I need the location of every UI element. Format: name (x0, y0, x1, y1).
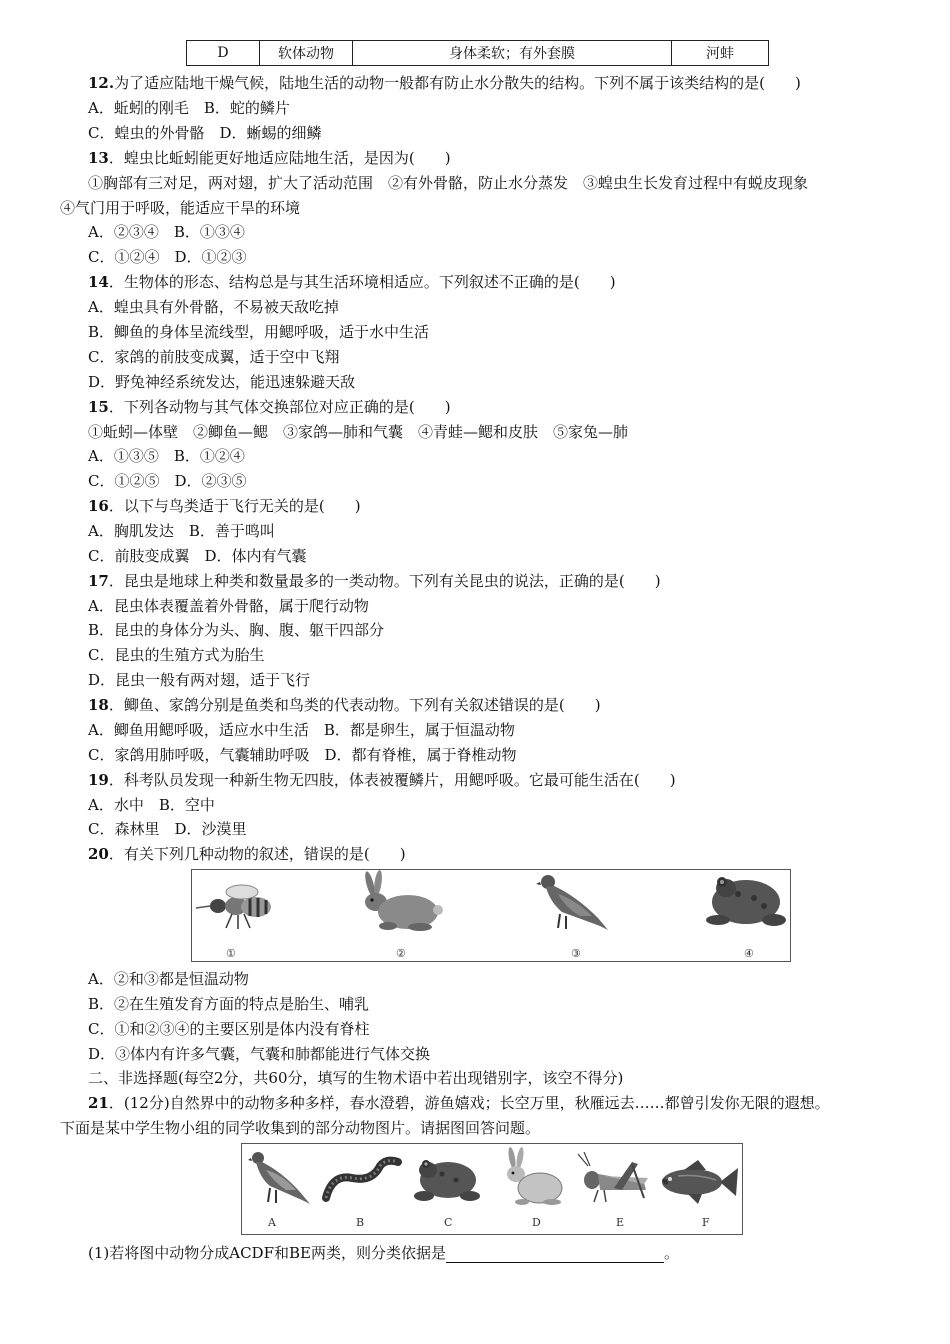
section-heading: 二、非选择题(每空2分，共60分，填写的生物术语中若出现错别字，该空不得分) (88, 1069, 624, 1087)
question-stem: 为了适应陆地干燥气候，陆地生活的动物一般都有防止水分散失的结构。下列不属于该类结构的是( ) (114, 74, 801, 92)
animal-figure-21 (241, 1143, 743, 1235)
table-cell-group: 软体动物 (260, 41, 353, 66)
pigeon-image (248, 1148, 314, 1210)
question-20 (88, 844, 406, 864)
options-row: A．蚯蚓的刚毛 B．蛇的鳞片 (88, 99, 290, 117)
option-c: C．昆虫的生殖方式为胎生 (88, 646, 265, 664)
sub-question-text: (1)若将图中动物分成ACDF和BE两类，则分类依据是 (88, 1244, 446, 1262)
rabbit-image (496, 1146, 568, 1210)
question-16 (88, 496, 361, 516)
options-row: C．①②④ D．①②③ (88, 248, 247, 266)
table-cell-letter: D (187, 41, 260, 66)
question-17 (88, 571, 661, 591)
options-row: C．森林里 D．沙漠里 (88, 820, 247, 838)
option-d: D．③体内有许多气囊，气囊和肺都能进行气体交换 (88, 1045, 431, 1063)
question-number: 21 (88, 1094, 109, 1112)
option-a: A．②和③都是恒温动物 (88, 970, 249, 988)
question-stem: ．以下与鸟类适于飞行无关的是( ) (108, 497, 361, 515)
option-b: B．昆虫的身体分为头、胸、腹、躯干四部分 (88, 621, 385, 639)
question-stem: ．下列各动物与其气体交换部位对应正确的是( ) (108, 398, 451, 416)
option-c: C．家鸽的前肢变成翼，适于空中飞翔 (88, 348, 340, 366)
question-stem: ．科考队员发现一种新生物无四肢，体表被覆鳞片，用鳃呼吸。它最可能生活在( ) (108, 771, 676, 789)
question-stem: ．有关下列几种动物的叙述，错误的是( ) (108, 845, 406, 863)
figure-label: A (268, 1216, 276, 1229)
table-cell-example: 河蚌 (672, 41, 769, 66)
bee-image (196, 876, 276, 936)
option-b: B．鲫鱼的身体呈流线型，用鳃呼吸，适于水中生活 (88, 323, 430, 341)
answer-blank[interactable] (446, 1247, 664, 1263)
options-row: C．前肢变成翼 D．体内有气囊 (88, 547, 307, 565)
question-number: 16 (88, 497, 109, 515)
options-row: C．①②⑤ D．②③⑤ (88, 472, 247, 490)
option-a: A．蝗虫具有外骨骼，不易被天敌吃掉 (88, 298, 339, 316)
grasshopper-image (574, 1152, 654, 1208)
options-row: A．①③⑤ B．①②④ (88, 447, 245, 465)
option-b: B．②在生殖发育方面的特点是胎生、哺乳 (88, 995, 370, 1013)
options-row: C．家鸽用肺呼吸，气囊辅助呼吸 D．都有脊椎，属于脊椎动物 (88, 746, 517, 764)
question-number: 17 (88, 572, 109, 590)
figure-label: E (616, 1216, 625, 1229)
figure-label: ② (396, 947, 406, 960)
question-number: 18 (88, 696, 109, 714)
figure-label: C (444, 1216, 453, 1229)
figure-label: B (356, 1216, 365, 1229)
sub-question-1 (88, 1243, 679, 1263)
options-row: A．水中 B．空中 (88, 796, 215, 814)
figure-label: ① (226, 947, 236, 960)
statement-line: ①胸部有三对足，两对翅，扩大了活动范围 ②有外骨骼，防止水分蒸发 ③蝗虫生长发育过程中有蜕皮现象 (88, 174, 809, 192)
option-d: D．野兔神经系统发达，能迅速躲避天敌 (88, 373, 356, 391)
question-number: 15 (88, 398, 109, 416)
question-number: 12. (88, 74, 115, 92)
question-14 (88, 272, 616, 292)
rabbit-image (358, 870, 448, 934)
earthworm-image (322, 1154, 402, 1206)
question-12 (88, 73, 801, 93)
question-18 (88, 695, 601, 715)
fish-image (658, 1156, 740, 1208)
question-13 (88, 148, 451, 168)
question-21 (88, 1093, 830, 1113)
question-stem: ．鲫鱼、家鸽分别是鱼类和鸟类的代表动物。下列有关叙述错误的是( ) (108, 696, 601, 714)
figure-label: F (702, 1216, 710, 1229)
statement-line: ①蚯蚓—体壁 ②鲫鱼—鳃 ③家鸽—肺和气囊 ④青蛙—鳃和皮肤 ⑤家兔—肺 (88, 423, 629, 441)
frog-image (702, 872, 788, 932)
pigeon-image (536, 872, 616, 934)
question-19 (88, 770, 676, 790)
option-a: A．昆虫体表覆盖着外骨骼，属于爬行动物 (88, 597, 369, 615)
options-row: A．鲫鱼用鳃呼吸，适应水中生活 B．都是卵生，属于恒温动物 (88, 721, 515, 739)
options-row: A．②③④ B．①③④ (88, 223, 245, 241)
option-d: D．昆虫一般有两对翅，适于飞行 (88, 671, 311, 689)
question-stem: ．(12分)自然界中的动物多种多样，春水澄碧，游鱼嬉戏；长空万里，秋雁远去……都曾引发你无限的遐想。 (108, 1094, 830, 1112)
table-cell-feature: 身体柔软；有外套膜 (353, 41, 672, 66)
figure-label: ③ (571, 947, 581, 960)
question-number: 19 (88, 771, 109, 789)
sub-question-end: 。 (663, 1244, 679, 1262)
frog-image (410, 1152, 482, 1208)
table-row (187, 41, 769, 66)
question-number: 13 (88, 149, 109, 167)
options-row: A．胸肌发达 B．善于鸣叫 (88, 522, 275, 540)
animal-figure-20 (191, 869, 791, 962)
question-stem: ．蝗虫比蚯蚓能更好地适应陆地生活，是因为( ) (108, 149, 451, 167)
figure-label: ④ (744, 947, 754, 960)
question-number: 14 (88, 273, 109, 291)
question-stem: ．生物体的形态、结构总是与其生活环境相适应。下列叙述不正确的是( ) (108, 273, 616, 291)
question-stem: ．昆虫是地球上种类和数量最多的一类动物。下列有关昆虫的说法，正确的是( ) (108, 572, 661, 590)
statement-line: ④气门用于呼吸，能适应干旱的环境 (60, 199, 301, 217)
classification-table (186, 40, 769, 66)
option-c: C．①和②③④的主要区别是体内没有脊柱 (88, 1020, 370, 1038)
options-row: C．蝗虫的外骨骼 D．蜥蜴的细鳞 (88, 124, 322, 142)
question-15 (88, 397, 451, 417)
statement-line: 下面是某中学生物小组的同学收集到的部分动物图片。请据图回答问题。 (60, 1119, 541, 1137)
figure-label: D (532, 1216, 541, 1229)
question-number: 20 (88, 845, 109, 863)
